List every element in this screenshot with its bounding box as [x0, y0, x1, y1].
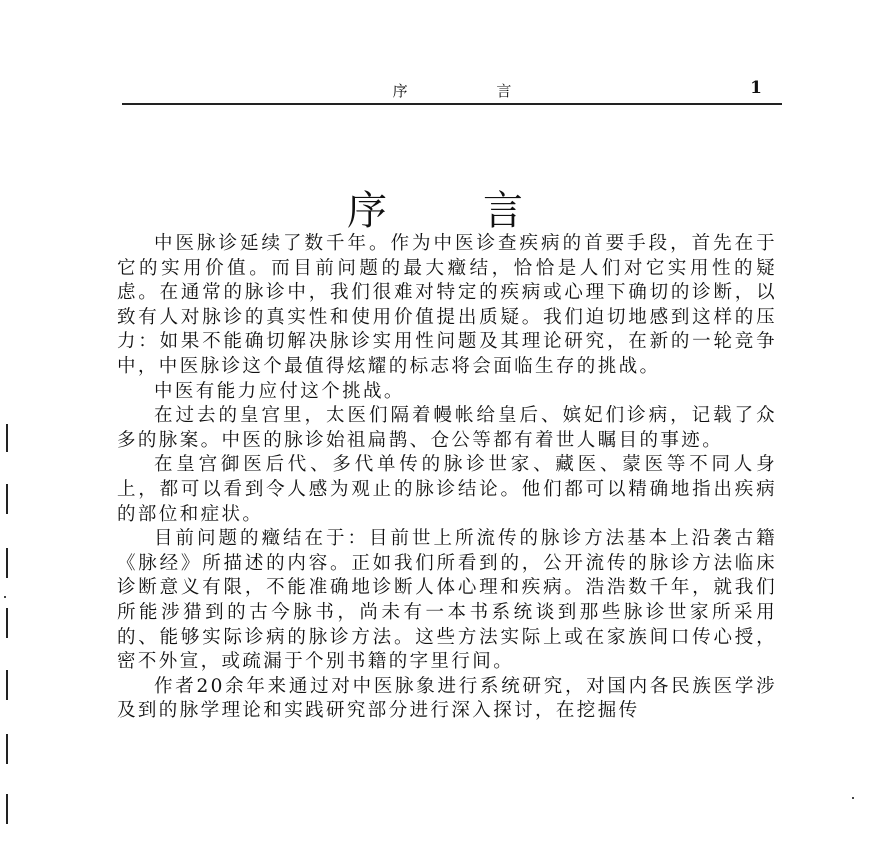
running-head — [122, 78, 782, 102]
paragraph: 中医脉诊延续了数千年。作为中医诊查疾病的首要手段，首先在于它的实用价值。而目前问题的最大癥结，恰恰是人们对它实用性的疑虑。在通常的脉诊中，我们很难对特定的疾病或心理下确切的诊断，以致有人对脉诊的真实性和使用价值提出质疑。我们迫切地感到这样的压力：如果不能确切解决脉诊实用性问题及其理论研究，在新的一轮竞争中，中医脉诊这个最值得炫耀的标志将会面临生存的挑战。 — [117, 233, 777, 377]
scan-margin-mark — [6, 794, 8, 824]
scan-speck — [4, 596, 6, 598]
scan-speck — [852, 797, 854, 799]
scan-margin-mark — [6, 484, 8, 514]
paragraph: 目前问题的癥结在于：目前世上所流传的脉诊方法基本上沿袭古籍《脉经》所描述的内容。正如我们所看到的，公开流传的脉诊方法临床诊断意义有限，不能准确地诊断人体心理和疾病。浩浩数千年，就我们所能涉猎到的古今脉书，尚未有一本书系统谈到那些脉诊世家所采用的、能够实际诊病的脉诊方法。这些方法实际上或在家族间口传心授，密不外宣，或疏漏于个别书籍的字里行间。 — [117, 528, 777, 673]
paragraph: 中医有能力应付这个挑战。 — [154, 380, 405, 402]
paragraph: 在过去的皇宫里，太医们隔着幔帐给皇后、嫔妃们诊病，记载了众多的脉案。中医的脉诊始祖扁鹊、仓公等都有着世人瞩目的事迹。 — [117, 405, 777, 451]
header-rule — [122, 103, 782, 105]
body-text — [117, 232, 777, 724]
paragraph: 作者20余年来通过对中医脉象进行系统研究，对国内各民族医学涉及到的脉学理论和实践研究部分进行深入探讨，在挖掘传 — [117, 675, 777, 722]
scan-margin-mark — [6, 608, 8, 638]
page-number: 1 — [750, 78, 762, 98]
scan-margin-mark — [6, 548, 8, 578]
paragraph: 在皇宫御医后代、多代单传的脉诊世家、藏医、蒙医等不同人身上，都可以看到令人感为观止的脉诊结论。他们都可以精确地指出疾病的部位和症状。 — [117, 454, 777, 525]
scan-margin-mark — [6, 670, 8, 700]
scan-margin-mark — [6, 734, 8, 764]
running-head-title: 序 言 — [392, 82, 554, 100]
scan-margin-mark — [6, 424, 8, 452]
chapter-title: 序言 — [347, 187, 619, 234]
